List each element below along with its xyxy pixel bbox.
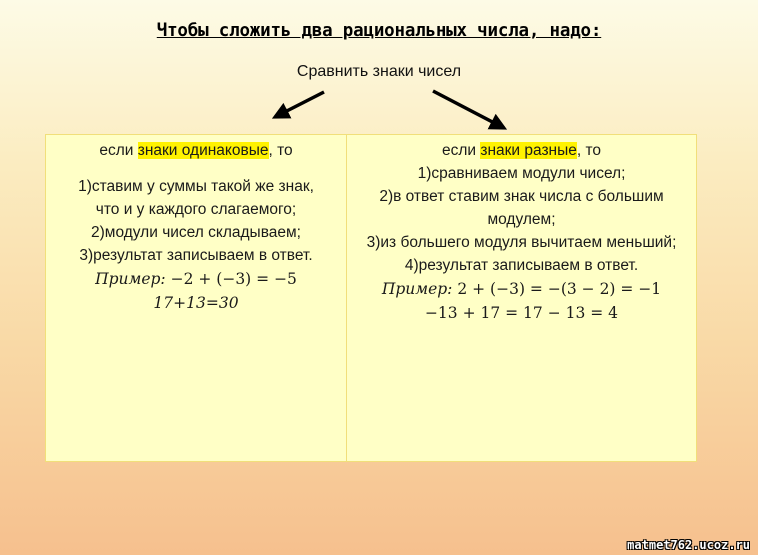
rule-line: что и у каждого слагаемого; — [95, 201, 297, 218]
arrow-left-icon — [275, 92, 324, 117]
rule-line: 3)из большего модуля вычитаем меньший; — [366, 234, 677, 251]
heading-prefix: если — [99, 142, 138, 159]
example-line — [347, 277, 696, 301]
page-title: Чтобы сложить два рациональных числа, надо: — [156, 21, 602, 41]
rules-table — [45, 134, 697, 462]
rule-line: 4)результат записываем в ответ. — [404, 257, 639, 274]
example-label: Пример: — [95, 270, 166, 288]
rule-line: модулем; — [487, 211, 556, 228]
heading-suffix: , то — [576, 142, 602, 159]
same-signs-column — [46, 139, 346, 315]
example-extra — [46, 291, 346, 315]
same-signs-heading — [46, 139, 346, 162]
different-signs-highlight: знаки разные — [480, 142, 577, 159]
rule-line: 2)модули чисел складываем; — [91, 224, 301, 241]
example-expression: 2 + (−3) = −(3 − 2) = −1 — [457, 280, 662, 298]
example-extra — [347, 301, 696, 325]
example-label: Пример: — [381, 280, 453, 298]
example-extra-text: 17+13=30 — [153, 294, 239, 312]
example-line — [46, 267, 346, 291]
different-signs-column — [347, 139, 696, 325]
rule-line: 1)ставим у суммы такой же знак, — [78, 178, 314, 195]
heading-suffix: , то — [268, 142, 293, 159]
arrow-right-icon — [433, 91, 504, 128]
same-signs-highlight: знаки одинаковые — [137, 142, 269, 159]
rule-line: 1)сравниваем модули чисел; — [417, 165, 626, 182]
heading-prefix: если — [441, 142, 481, 159]
example-extra-text: −13 + 17 = 17 − 13 = 4 — [424, 304, 619, 322]
site-watermark: matmet762.ucoz.ru — [627, 538, 750, 552]
different-signs-heading — [347, 139, 696, 162]
subtitle: Сравнить знаки чисел — [296, 63, 462, 80]
rule-line: 2)в ответ ставим знак числа с большим — [379, 188, 664, 205]
rule-line: 3)результат записываем в ответ. — [79, 247, 313, 264]
example-expression: −2 + (−3) = −5 — [170, 270, 297, 288]
